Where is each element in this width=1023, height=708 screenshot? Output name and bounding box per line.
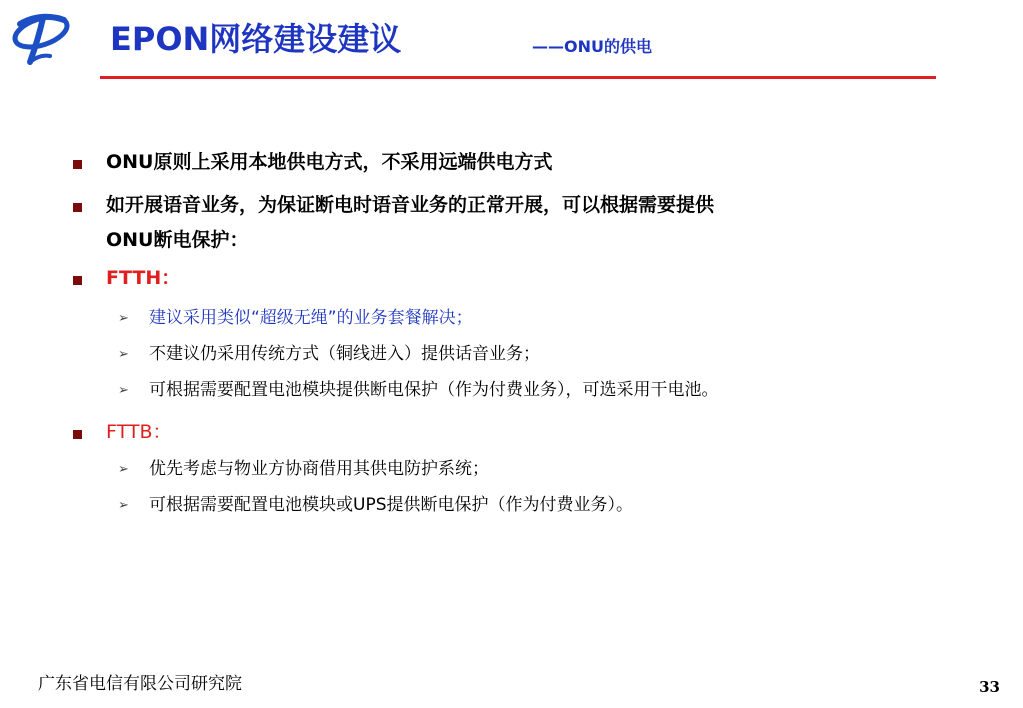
arrow-bullet-icon: ➢	[118, 383, 129, 398]
fttb-heading: FTTB：	[106, 421, 172, 443]
arrow-bullet-icon: ➢	[118, 347, 129, 362]
footer-organization: 广东省电信有限公司研究院	[38, 674, 242, 694]
square-bullet-icon	[73, 160, 82, 169]
fttb-item-1: 优先考虑与物业方协商借用其供电防护系统；	[149, 459, 489, 479]
page-subtitle: ——ONU的供电	[532, 37, 652, 56]
ftth-item-3: 可根据需要配置电池模块提供断电保护（作为付费业务），可选采用干电池。	[149, 380, 719, 400]
square-bullet-icon	[73, 430, 82, 439]
arrow-bullet-icon: ➢	[118, 311, 129, 326]
ftth-item-2: 不建议仍采用传统方式（铜线进入）提供话音业务；	[149, 344, 540, 364]
bullet-voice-line2: ONU断电保护：	[106, 229, 249, 251]
page-number: 33	[979, 678, 1000, 696]
ftth-heading: FTTH：	[106, 267, 181, 289]
page-title: EPON网络建设建议	[110, 20, 402, 58]
bullet-voice-line1: 如开展语音业务，为保证断电时语音业务的正常开展，可以根据需要提供	[106, 194, 715, 216]
square-bullet-icon	[73, 276, 82, 285]
title-divider	[100, 76, 936, 79]
bullet-onu-local-power: ONU原则上采用本地供电方式，不采用远端供电方式	[106, 151, 553, 173]
fttb-item-2: 可根据需要配置电池模块或UPS提供断电保护（作为付费业务）。	[149, 495, 633, 515]
ftth-item-1: 建议采用类似“超级无绳”的业务套餐解决；	[149, 308, 473, 328]
arrow-bullet-icon: ➢	[118, 462, 129, 477]
china-telecom-logo-icon	[10, 4, 72, 70]
square-bullet-icon	[73, 203, 82, 212]
arrow-bullet-icon: ➢	[118, 498, 129, 513]
